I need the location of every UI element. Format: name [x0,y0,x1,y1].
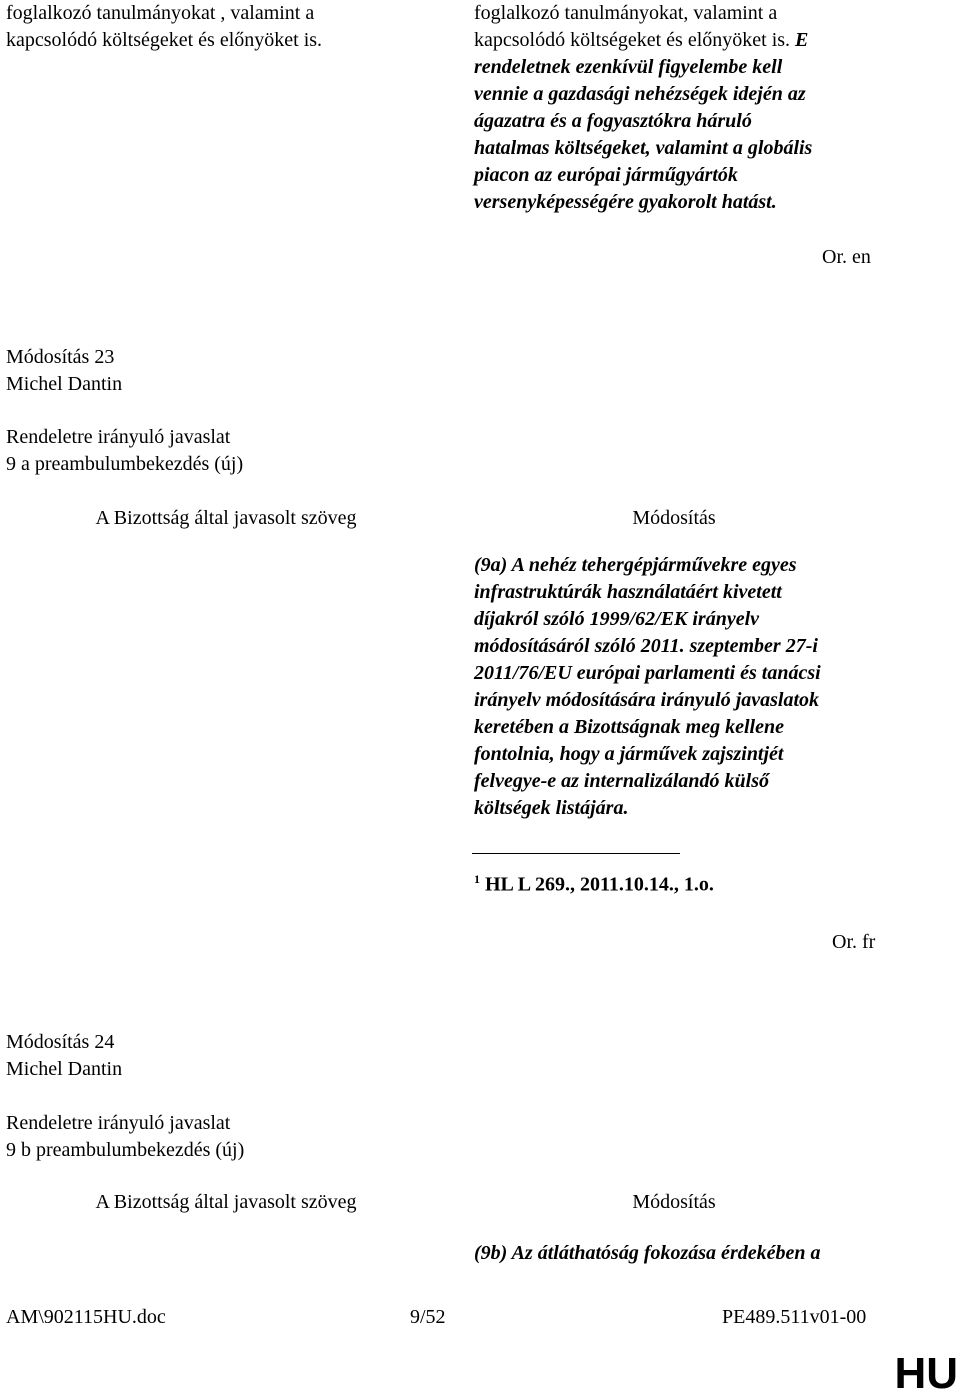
footer-doc-ref: AM\902115HU.doc [6,1306,166,1328]
column-header-commission: A Bizottság által javasolt szöveg [95,1191,357,1213]
top-left-text [6,0,446,54]
origin-language: Or. fr [832,931,876,953]
amendment-author: Michel Dantin [6,373,123,395]
text-line: vennie a gazdasági nehézségek idején az [474,83,806,105]
column-header-amendment: Módosítás [632,507,716,529]
amendment-23-header [6,344,122,398]
text-line: hatalmas költségeket, valamint a globális [474,137,813,159]
footnote-text: HL L 269., 2011.10.14., 1.o. [485,873,714,896]
language-code: HU [894,1349,958,1398]
text-line: módosításáról szóló 2011. szeptember 27-i [474,635,818,657]
origin-language: Or. en [822,246,871,268]
proposal-title: Rendeletre irányuló javaslat [6,1112,231,1134]
text-line: piacon az európai járműgyártók [474,164,738,186]
footnote [474,866,714,899]
amendment-number: Módosítás 24 [6,1031,115,1053]
footer-pe-ref: PE489.511v01-00 [722,1306,867,1328]
text-line: díjakról szóló 1999/62/EK irányelv [474,608,760,630]
text-line: infrastruktúrák használatáért kivetett [474,581,782,603]
amendment-24-text: (9b) Az átláthatóság fokozása érdekében a [474,1242,821,1264]
text-line: versenyképességére gyakorolt hatást. [474,191,777,213]
text-line: keretében a Bizottságnak meg kellene [474,716,784,738]
footer-page-number: 9/52 [410,1306,446,1328]
top-right-text [474,0,944,216]
text-emph: E [795,29,809,51]
text-line: felvegye-e az internalizálandó külső [474,770,769,792]
text-line: kapcsolódó költségeket és előnyöket is. [6,29,323,51]
amendment-number: Módosítás 23 [6,346,115,368]
amendment-23-target [6,424,243,478]
column-header-amendment: Módosítás [632,1191,716,1213]
recital-ref: 9 b preambulumbekezdés (új) [6,1139,245,1161]
footnote-mark: 1 [474,872,480,886]
amendment-23-text [474,552,944,822]
text-line: irányelv módosítására irányuló javaslatok [474,689,820,711]
text-line: foglalkozó tanulmányokat, valamint a [474,2,778,24]
recital-ref: 9 a preambulumbekezdés (új) [6,453,244,475]
text-line: foglalkozó tanulmányokat , valamint a [6,2,315,24]
text-line [474,27,944,54]
text-line: fontolnia, hogy a járművek zajszintjét [474,743,784,765]
text-line: ágazatra és a fogyasztókra háruló [474,110,752,132]
column-header-commission: A Bizottság által javasolt szöveg [95,507,357,529]
text-line: 2011/76/EU európai parlamenti és tanácsi [474,662,821,684]
text-line: rendeletnek ezenkívül figyelembe kell [474,56,783,78]
text-line: (9a) A nehéz tehergépjárművekre egyes [474,554,797,576]
footnote-separator [472,853,680,854]
text-plain: kapcsolódó költségeket és előnyöket is. [474,29,791,51]
amendment-24-target [6,1110,244,1164]
proposal-title: Rendeletre irányuló javaslat [6,426,231,448]
amendment-author: Michel Dantin [6,1058,123,1080]
amendment-24-header [6,1029,122,1083]
text-line: költségek listájára. [474,797,629,819]
